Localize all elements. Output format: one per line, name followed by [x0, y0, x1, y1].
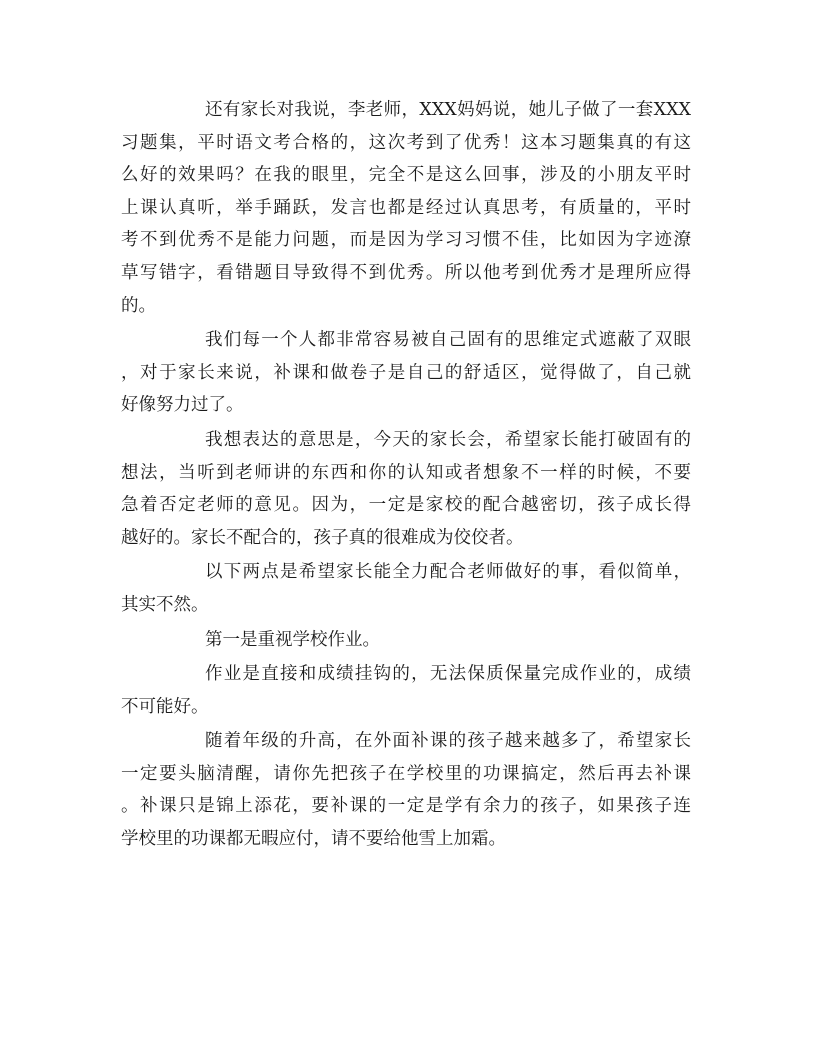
text-line: 。补课只是锦上添花，要补课的一定是学有余力的孩子，如果孩子连: [121, 796, 691, 817]
text-line: 我们每一个人都非常容易被自己固有的思维定式遮蔽了双眼: [205, 330, 691, 351]
paragraph: [121, 725, 691, 855]
paragraph: [121, 624, 691, 657]
text-line: 习题集，平时语文考合格的，这次考到了优秀！这本习题集真的有这: [121, 132, 691, 153]
text-line: 以下两点是希望家长能全力配合老师做好的事，看似简单，: [205, 562, 691, 583]
text-line: 好像努力过了。: [121, 395, 244, 416]
text-line: 随着年级的升高，在外面补课的孩子越来越多了，希望家长: [205, 731, 691, 752]
text-line: 我想表达的意思是，今天的家长会，希望家长能打破固有的: [205, 429, 691, 450]
text-line: 第一是重视学校作业。: [205, 629, 380, 650]
text-line: ，对于家长来说，补课和做卷子是自己的舒适区，觉得做了，自己就: [121, 362, 691, 383]
text-line: 一定要头脑清醒，请你先把孩子在学校里的功课搞定，然后再去补课: [121, 763, 691, 784]
text-line: 考不到优秀不是能力问题，而是因为学习习惯不佳，比如因为字迹潦: [121, 230, 691, 251]
paragraph: [121, 424, 691, 554]
text-line: 么好的效果吗？在我的眼里，完全不是这么回事，涉及的小朋友平时: [121, 165, 691, 186]
document-body: [121, 94, 691, 858]
text-line: 作业是直接和成绩挂钩的，无法保质保量完成作业的，成绩: [205, 664, 691, 685]
text-line: 还有家长对我说，李老师，XXX妈妈说，她儿子做了一套XXX: [205, 100, 691, 120]
text-line: 的。: [121, 295, 156, 316]
text-line: 想法，当听到老师讲的东西和你的认知或者想象不一样的时候，不要: [121, 462, 691, 483]
paragraph: [121, 556, 691, 621]
text-line: 草写错字，看错题目导致得不到优秀。所以他考到优秀才是理所应得: [121, 262, 691, 283]
paragraph: [121, 658, 691, 723]
text-line: 其实不然。: [121, 594, 209, 615]
text-line: 急着否定老师的意见。因为，一定是家校的配合越密切，孩子成长得: [121, 495, 691, 516]
text-line: 越好的。家长不配合的，孩子真的很难成为佼佼者。: [121, 527, 524, 548]
paragraph: [121, 324, 691, 422]
text-line: 学校里的功课都无暇应付，请不要给他雪上加霜。: [121, 829, 506, 850]
paragraph: [121, 94, 691, 322]
text-line: 上课认真听，举手踊跃，发言也都是经过认真思考，有质量的，平时: [121, 197, 691, 218]
text-line: 不可能好。: [121, 696, 209, 717]
